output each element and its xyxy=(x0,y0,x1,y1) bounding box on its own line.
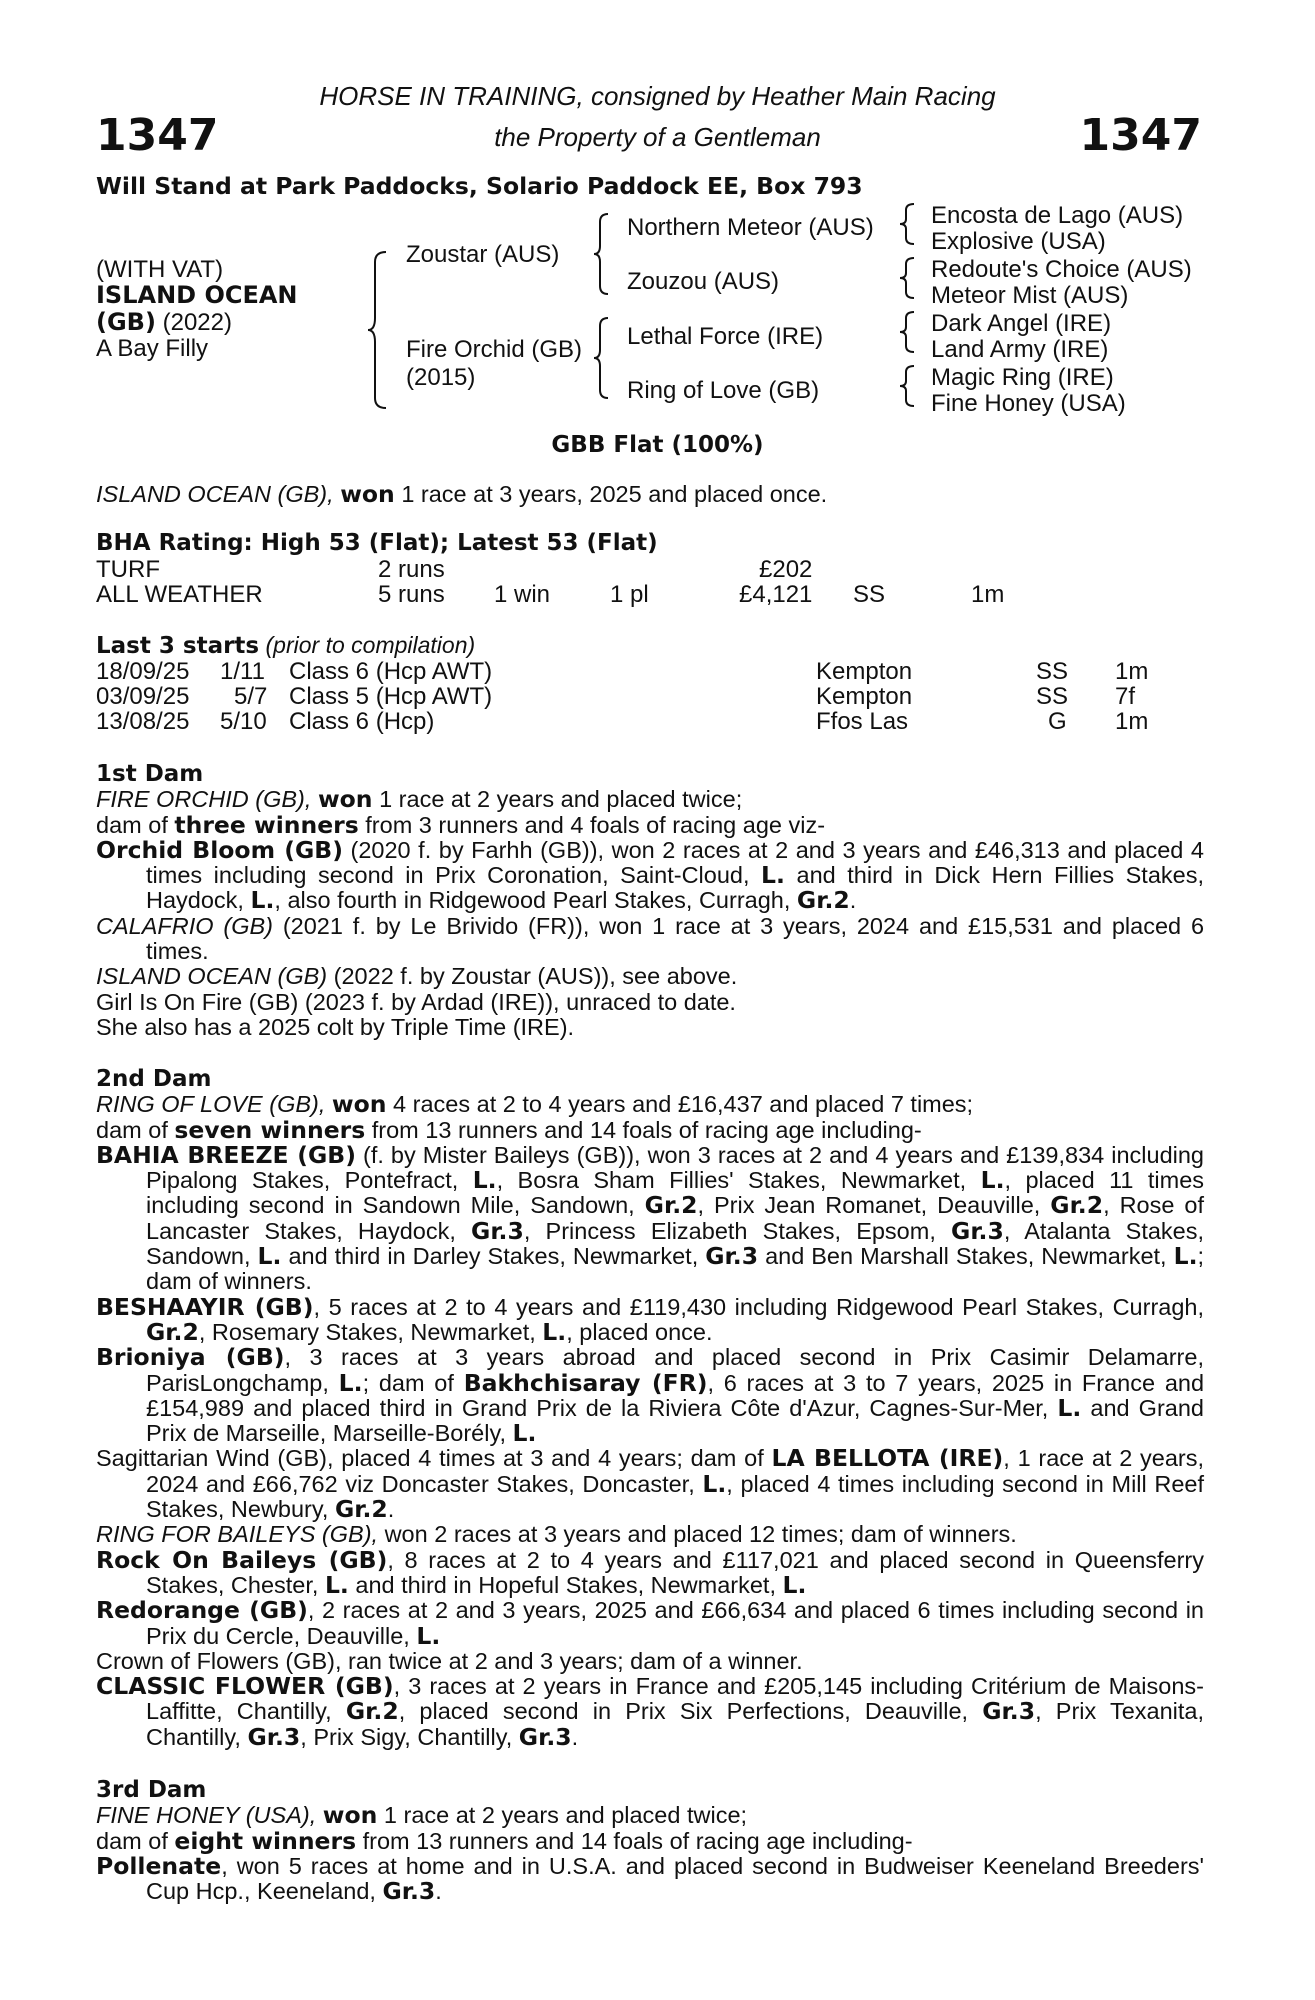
start-distance: 7f xyxy=(1115,683,1136,710)
record-places: 1 pl xyxy=(610,581,649,608)
gen4-5: Dark Angel (IRE) xyxy=(931,310,1112,337)
third-dam-line: FINE HONEY (USA), won 1 race at 2 years and placed twice; xyxy=(96,1801,748,1830)
third-dam-section xyxy=(96,1778,1204,1904)
dam-note: She also has a 2025 colt by Triple Time (IRE). xyxy=(96,1013,575,1040)
gen4-3: Redoute's Choice (AUS) xyxy=(931,256,1192,283)
dam-sire: Lethal Force (IRE) xyxy=(627,323,824,350)
third-dam-heading: 3rd Dam xyxy=(96,1777,207,1803)
first-dam-line: FIRE ORCHID (GB), won 1 race at 2 years and placed twice; xyxy=(96,785,743,814)
progeny-entry: ISLAND OCEAN (GB) (2022 f. by Zoustar (AUS)), see above. xyxy=(96,963,738,990)
start-position: 5/10 xyxy=(220,708,267,735)
grand-progeny-entry: Rock On Baileys (GB), 8 races at 2 to 4 years and £117,021 and placed second in Queensferry Stakes, Chester, L. and third in Hopeful Stakes, Newmarket, L. xyxy=(96,1545,1205,1599)
second-dam-produce-line: dam of seven winners from 13 runners and 14 foals of racing age including- xyxy=(96,1115,922,1144)
third-dam-produce-line: dam of eight winners from 13 runners and 14 foals of racing age including- xyxy=(96,1826,913,1855)
pedigree-main-brace xyxy=(366,250,388,410)
first-dam-produce-line: dam of three winners from 3 runners and 4 foals of racing age viz- xyxy=(96,810,826,839)
record-surface: ALL WEATHER xyxy=(96,581,263,608)
gen4-2: Explosive (USA) xyxy=(931,228,1106,255)
gen4-8: Fine Honey (USA) xyxy=(931,390,1126,417)
horse-origin: (GB) (2022) xyxy=(96,308,232,336)
record-runs: 5 runs xyxy=(378,581,445,608)
start-distance: 1m xyxy=(1115,658,1149,685)
horse-name: ISLAND OCEAN xyxy=(96,281,298,309)
gen4-brace-4 xyxy=(898,364,916,408)
gen4-7: Magic Ring (IRE) xyxy=(931,364,1114,391)
start-class: Class 6 (Hcp AWT) xyxy=(289,658,493,685)
sire-sire: Northern Meteor (AUS) xyxy=(627,214,874,241)
progeny-entry: CALAFRIO (GB) (2021 f. by Le Brivido (FR)), won 1 race at 3 years, 2024 and £15,531 and placed 6 times. xyxy=(96,912,1205,965)
second-dam-section xyxy=(96,1067,1204,1750)
progeny-entry: Crown of Flowers (GB), ran twice at 2 and 3 years; dam of a winner. xyxy=(96,1647,803,1674)
start-going: SS xyxy=(1036,658,1069,685)
start-distance: 1m xyxy=(1115,708,1149,735)
start-course: Kempton xyxy=(816,658,913,685)
consignor-line: HORSE IN TRAINING, consigned by Heather Main Racing xyxy=(319,81,996,111)
record-runs: 2 runs xyxy=(378,556,445,583)
second-dam-heading: 2nd Dam xyxy=(96,1066,212,1092)
second-dam-line: RING OF LOVE (GB), won 4 races at 2 to 4 years and £16,437 and placed 7 times; xyxy=(96,1090,974,1119)
record-distance: 1m xyxy=(971,581,1005,608)
start-date: 18/09/25 xyxy=(96,658,190,685)
grand-progeny-entry: CLASSIC FLOWER (GB), 3 races at 2 years in France and £205,145 including Critérium de Maisons-Laffitte, Chantilly, Gr.2, placed second in Prix Six Perfections, Deauville, Gr.3, Prix Texanita, Chantilly, Gr.3, Prix Sigy, Chantilly, Gr.3. xyxy=(96,1672,1205,1751)
horse-description: A Bay Filly xyxy=(96,335,209,362)
grand-progeny-entry: Brioniya (GB), 3 races at 3 years abroad and placed second in Prix Casimir Delamarre, ParisLongchamp, L.; dam of Bakhchisaray (FR), 6 races at 3 to 7 years, 2025 in France and £154,989 and placed third in Grand Prix de la Riviera Côte d'Azur, Cagnes-Sur-Mer, L. and Grand Prix de Marseille, Marseille-Borély, L. xyxy=(96,1343,1205,1448)
start-position: 5/7 xyxy=(234,683,268,710)
gen4-6: Land Army (IRE) xyxy=(931,336,1109,363)
record-surface: TURF xyxy=(96,556,160,583)
progeny-entry: BAHIA BREEZE (GB) (f. by Mister Baileys (GB)), won 3 races at 2 and 4 years and £139,834 including Pipalong Stakes, Pontefract, L., Bosra Sham Fillies' Stakes, Newmarket, L., placed 11 times including second in Sandown Mile, Sandown, Gr.2, Prix Jean Romanet, Deauville, Gr.2, Rose of Lancaster Stakes, Haydock, Gr.3, Princess Elizabeth Stakes, Epsom, Gr.3, Atalanta Stakes, Sandown, L. and third in Darley Stakes, Newmarket, Gr.3 and Ben Marshall Stakes, Newmarket, L.; dam of winners. xyxy=(96,1140,1205,1295)
grand-progeny-entry: BESHAAYIR (GB), 5 races at 2 to 4 years and £119,430 including Ridgewood Pearl Stakes, Curragh, Gr.2, Rosemary Stakes, Newmarket, L., placed once. xyxy=(96,1292,1205,1346)
start-class: Class 5 (Hcp AWT) xyxy=(289,683,493,710)
gen4-1: Encosta de Lago (AUS) xyxy=(931,202,1184,229)
start-position: 1/11 xyxy=(220,658,265,685)
vat-note: (WITH VAT) xyxy=(96,256,224,283)
start-date: 03/09/25 xyxy=(96,683,190,710)
start-class: Class 6 (Hcp) xyxy=(289,708,435,735)
first-dam-section xyxy=(96,762,1204,1040)
record-wins: 1 win xyxy=(494,581,551,608)
race-summary: ISLAND OCEAN (GB), won 1 race at 3 years, 2025 and placed once. xyxy=(96,480,828,508)
sire-brace xyxy=(592,212,610,296)
start-course: Kempton xyxy=(816,683,913,710)
start-going: G xyxy=(1048,708,1067,735)
dam: Fire Orchid (GB) xyxy=(406,336,583,363)
start-date: 13/08/25 xyxy=(96,708,190,735)
property-line: the Property of a Gentleman xyxy=(494,122,821,152)
progeny-entry: Girl Is On Fire (GB) (2023 f. by Ardad (IRE)), unraced to date. xyxy=(96,988,736,1015)
dam-year: (2015) xyxy=(406,364,476,391)
gen4-brace-2 xyxy=(898,256,916,300)
first-dam-heading: 1st Dam xyxy=(96,761,204,787)
gen4-4: Meteor Mist (AUS) xyxy=(931,282,1129,309)
record-earnings: £4,121 xyxy=(739,581,813,608)
gen4-brace-3 xyxy=(898,310,916,354)
stand-location: Will Stand at Park Paddocks, Solario Paddock EE, Box 793 xyxy=(96,172,863,200)
start-course: Ffos Las xyxy=(816,708,909,735)
gen4-brace-1 xyxy=(898,202,916,246)
sire: Zoustar (AUS) xyxy=(406,241,560,268)
progeny-entry: Pollenate, won 5 races at home and in U.S.A. and placed second in Budweiser Keeneland Breeders' Cup Hcp., Keeneland, Gr.3. xyxy=(96,1851,1205,1906)
grand-progeny-entry: Redorange (GB), 2 races at 2 and 3 years, 2025 and £66,634 and placed 6 times including second in Prix du Cercle, Deauville, L. xyxy=(96,1596,1204,1650)
dam-dam: Ring of Love (GB) xyxy=(627,377,820,404)
last-starts-heading: Last 3 starts (prior to compilation) xyxy=(96,632,476,659)
start-going: SS xyxy=(1036,683,1069,710)
progeny-entry: RING FOR BAILEYS (GB), won 2 races at 3 years and placed 12 times; dam of winners. xyxy=(96,1521,1017,1548)
gbb-rating: GBB Flat (100%) xyxy=(551,432,764,458)
lot-number-right: 1347 xyxy=(1079,110,1202,161)
progeny-entry: Orchid Bloom (GB) (2020 f. by Farhh (GB)), won 2 races at 2 and 3 years and £46,313 and placed 4 times including second in Prix Coronation, Saint-Cloud, L. and third in Dick Hern Fillies Stakes, Haydock, L., also fourth in Ridgewood Pearl Stakes, Curragh, Gr.2. xyxy=(96,835,1205,915)
dam-brace xyxy=(592,316,610,400)
bha-rating: BHA Rating: High 53 (Flat); Latest 53 (Flat) xyxy=(96,530,658,556)
lot-number-left: 1347 xyxy=(96,110,219,161)
record-going: SS xyxy=(853,581,886,608)
grand-progeny-entry: Sagittarian Wind (GB), placed 4 times at 3 and 4 years; dam of LA BELLOTA (IRE), 1 race at 2 years, 2024 and £66,762 viz Doncaster Stakes, Doncaster, L., placed 4 times including second in Mill Reef Stakes, Newbury, Gr.2. xyxy=(96,1444,1205,1524)
record-earnings: £202 xyxy=(759,556,813,583)
sire-dam: Zouzou (AUS) xyxy=(627,268,780,295)
